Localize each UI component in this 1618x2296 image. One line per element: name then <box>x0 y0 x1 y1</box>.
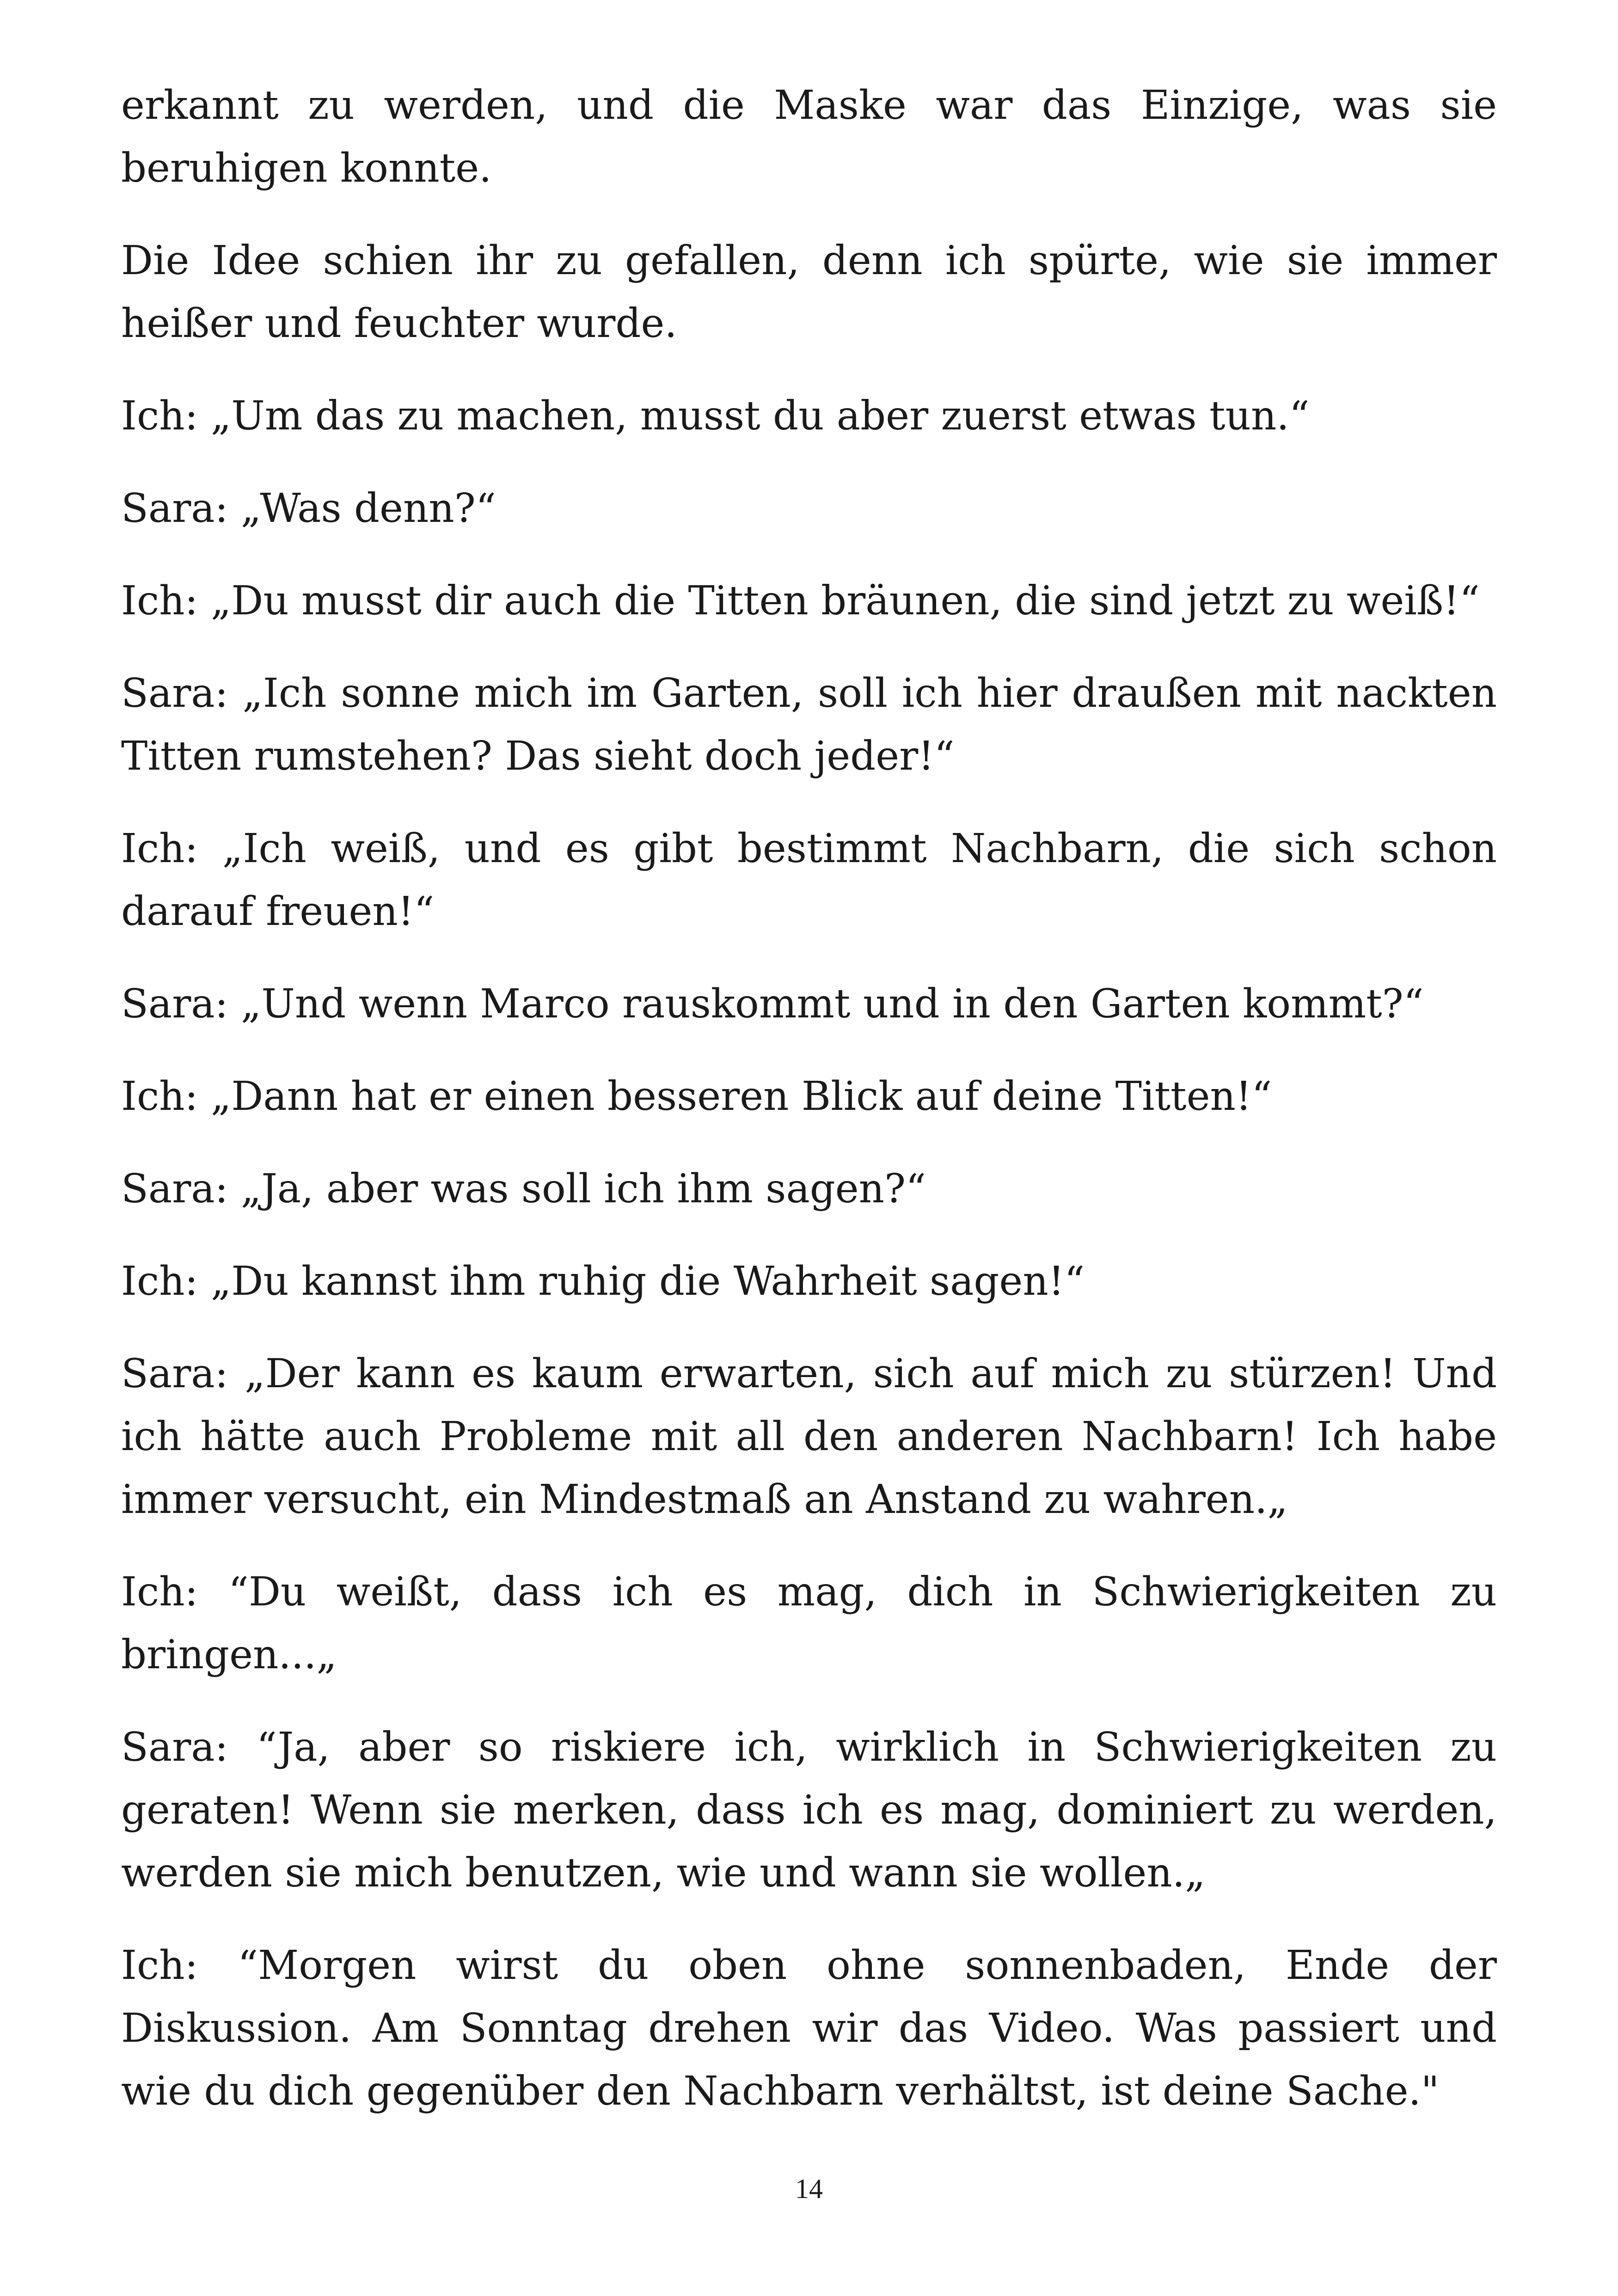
dialogue-line: Ich: “Du weißt, dass ich es mag, dich in Schwierigkeiten zu bringen...„ <box>121 1569 1497 1678</box>
paragraph: erkannt zu werden, und die Maske war das Einzige, was sie beruhigen konnte. <box>121 82 1497 191</box>
dialogue-line: Ich: „Ich weiß, und es gibt bestimmt Nachbarn, die sich schon darauf freuen!“ <box>121 826 1497 935</box>
dialogue-line: Ich: „Du kannst ihm ruhig die Wahrheit sagen!“ <box>121 1258 1085 1304</box>
page-number: 14 <box>795 2174 823 2204</box>
dialogue-line: Sara: “Ja, aber so riskiere ich, wirklich in Schwierigkeiten zu geraten! Wenn sie merken, dass ich es mag, dominiert zu werden, werden sie mich benutzen, wie und wann sie wollen.„ <box>121 1724 1497 1896</box>
paragraph: Die Idee schien ihr zu gefallen, denn ich spürte, wie sie immer heißer und feuchter wurde. <box>121 238 1497 347</box>
dialogue-line: Ich: „Um das zu machen, musst du aber zuerst etwas tun.“ <box>121 393 1310 439</box>
dialogue-line: Sara: „Und wenn Marco rauskommt und in den Garten kommt?“ <box>121 981 1424 1027</box>
dialogue-line: Sara: „Ja, aber was soll ich ihm sagen?“ <box>121 1166 926 1212</box>
dialogue-line: Ich: “Morgen wirst du oben ohne sonnenbaden, Ende der Diskussion. Am Sonntag drehen wir das Video. Was passiert und wie du dich gegenüber den Nachbarn verhältst, ist deine Sache." <box>121 1942 1497 2114</box>
dialogue-line: Ich: „Du musst dir auch die Titten bräunen, die sind jetzt zu weiß!“ <box>121 578 1480 624</box>
dialogue-line: Ich: „Dann hat er einen besseren Blick auf deine Titten!“ <box>121 1073 1272 1120</box>
body-text <box>121 74 1497 2152</box>
dialogue-line: Sara: „Der kann es kaum erwarten, sich auf mich zu stürzen! Und ich hätte auch Probleme mit all den anderen Nachbarn! Ich habe immer versucht, ein Mindestmaß an Anstand zu wahren.„ <box>121 1351 1497 1523</box>
dialogue-line: Sara: „Ich sonne mich im Garten, soll ich hier draußen mit nackten Titten rumstehen? Das sieht doch jeder!“ <box>121 670 1497 779</box>
dialogue-line: Sara: „Was denn?“ <box>121 485 496 532</box>
